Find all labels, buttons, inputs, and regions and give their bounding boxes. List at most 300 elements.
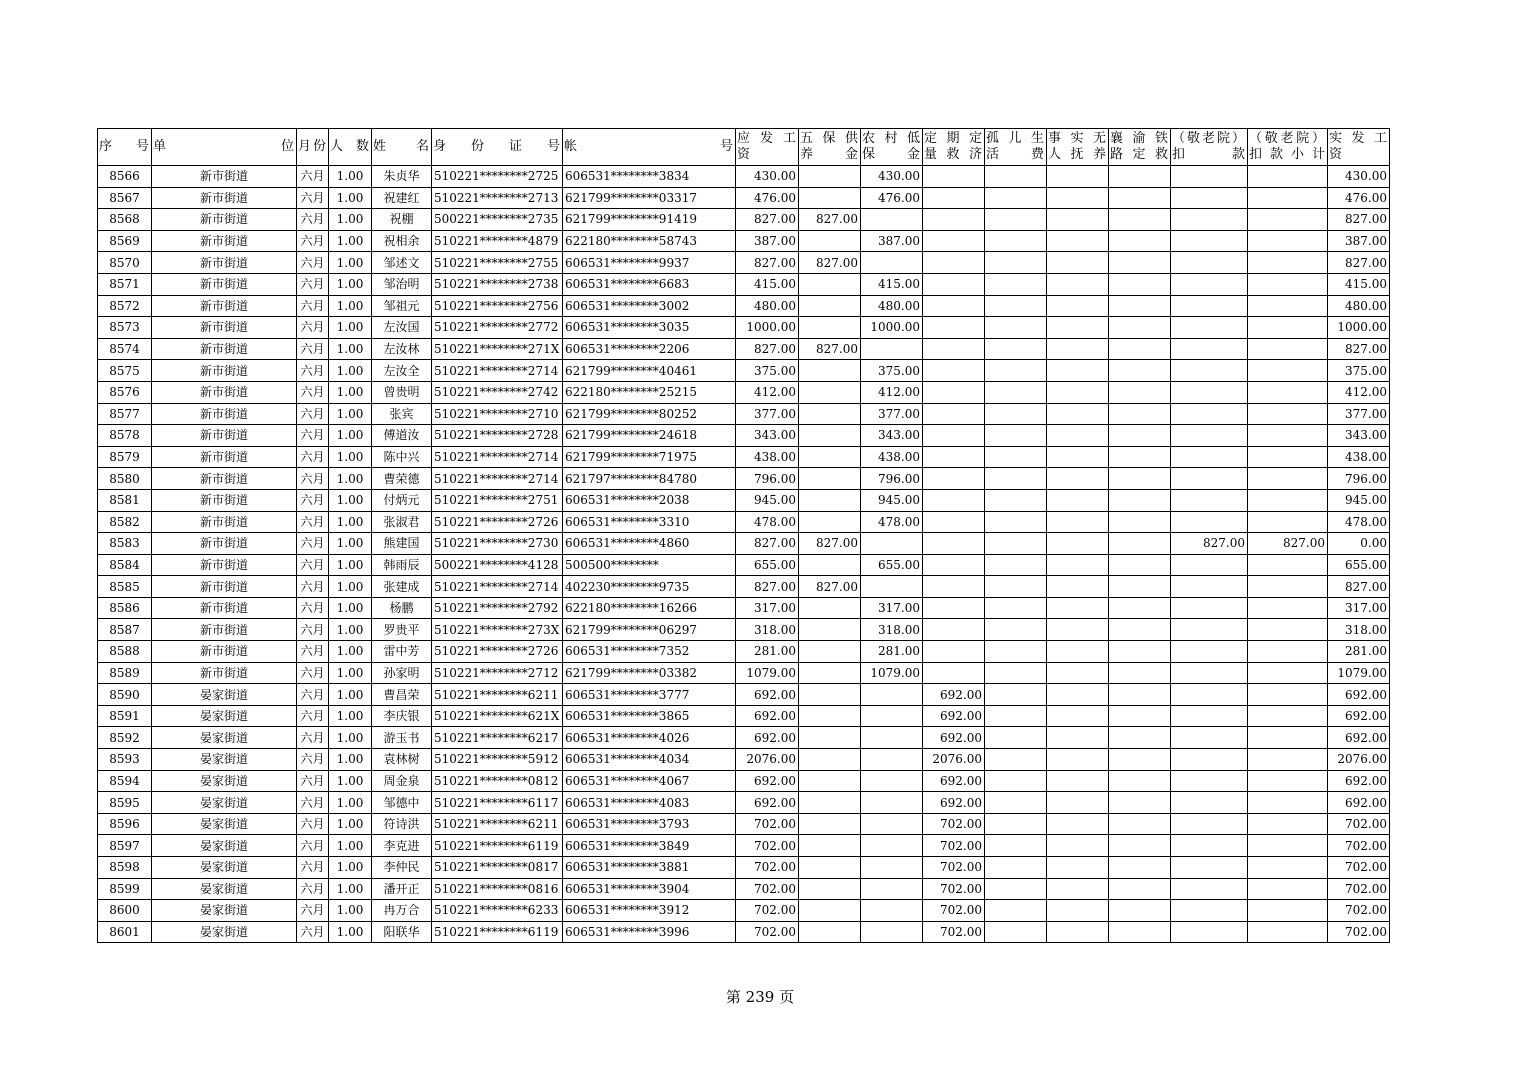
col-id-number-cell: 510221********6211 [432, 813, 563, 835]
col-de-facto-orphan-cell [1047, 381, 1109, 403]
col-xiangyu-railway-cell [1109, 295, 1171, 317]
col-gross-pay-cell: 692.00 [736, 684, 799, 706]
col-id-number-cell: 510221********621X [432, 705, 563, 727]
col-rural-minimum-cell: 343.00 [861, 425, 923, 447]
col-account-cell: 606531********3912 [563, 900, 736, 922]
col-month-cell: 六月 [297, 792, 329, 814]
col-count-cell: 1.00 [329, 662, 372, 684]
col-gross-pay-cell: 476.00 [736, 187, 799, 209]
col-gross-pay-cell: 692.00 [736, 770, 799, 792]
header-row [98, 129, 1390, 166]
col-account-cell: 606531********7352 [563, 641, 736, 663]
col-month-cell: 六月 [297, 576, 329, 598]
col-month-cell: 六月 [297, 468, 329, 490]
col-nursing-deduction-cell [1171, 187, 1248, 209]
col-fixed-relief-cell [923, 360, 985, 382]
col-id-number-cell: 510221********6211 [432, 684, 563, 706]
col-month-cell: 六月 [297, 511, 329, 533]
col-xiangyu-railway-cell [1109, 533, 1171, 555]
col-de-facto-orphan-cell [1047, 727, 1109, 749]
col-de-facto-orphan-cell [1047, 209, 1109, 231]
col-rural-minimum-header [861, 129, 923, 166]
col-net-pay-cell: 945.00 [1328, 489, 1390, 511]
col-net-pay-cell: 702.00 [1328, 813, 1390, 835]
col-unit-cell: 新市街道 [152, 187, 297, 209]
col-count-cell: 1.00 [329, 403, 372, 425]
col-seq-cell: 8600 [98, 900, 152, 922]
col-five-guarantee-cell: 827.00 [799, 533, 861, 555]
col-seq-cell: 8591 [98, 705, 152, 727]
col-five-guarantee-cell [799, 489, 861, 511]
col-five-guarantee-cell: 827.00 [799, 576, 861, 598]
col-id-number-cell: 510221********5912 [432, 749, 563, 771]
col-five-guarantee-cell: 827.00 [799, 209, 861, 231]
col-account-cell: 606531********3865 [563, 705, 736, 727]
header-label: 养 金 [800, 147, 859, 162]
col-five-guarantee-cell [799, 381, 861, 403]
col-name-cell: 李庆银 [372, 705, 432, 727]
col-month-cell: 六月 [297, 230, 329, 252]
col-nursing-deduction-cell [1171, 295, 1248, 317]
col-fixed-relief-cell [923, 381, 985, 403]
col-fixed-relief-cell [923, 619, 985, 641]
col-de-facto-orphan-cell [1047, 273, 1109, 295]
col-five-guarantee-cell [799, 446, 861, 468]
col-fixed-relief-cell [923, 166, 985, 188]
col-account-cell: 606531********3849 [563, 835, 736, 857]
col-seq-cell: 8567 [98, 187, 152, 209]
col-orphan-allowance-cell [985, 727, 1047, 749]
col-name-cell: 孙家明 [372, 662, 432, 684]
col-deduction-subtotal-cell [1248, 835, 1328, 857]
col-gross-pay-cell: 702.00 [736, 878, 799, 900]
col-unit-cell: 新市街道 [152, 381, 297, 403]
header-label: 单 位 [153, 139, 295, 154]
col-de-facto-orphan-cell [1047, 338, 1109, 360]
col-fixed-relief-cell: 692.00 [923, 770, 985, 792]
col-orphan-allowance-cell [985, 533, 1047, 555]
col-orphan-allowance-cell [985, 576, 1047, 598]
col-rural-minimum-cell: 478.00 [861, 511, 923, 533]
col-nursing-deduction-cell [1171, 792, 1248, 814]
table-row [98, 576, 1390, 598]
col-net-pay-cell: 375.00 [1328, 360, 1390, 382]
col-count-cell: 1.00 [329, 468, 372, 490]
col-count-header [329, 129, 372, 166]
col-xiangyu-railway-cell [1109, 641, 1171, 663]
col-orphan-allowance-cell [985, 187, 1047, 209]
col-net-pay-cell: 692.00 [1328, 727, 1390, 749]
col-month-cell: 六月 [297, 921, 329, 943]
col-fixed-relief-cell: 692.00 [923, 727, 985, 749]
col-nursing-deduction-cell [1171, 425, 1248, 447]
col-net-pay-cell: 412.00 [1328, 381, 1390, 403]
col-account-header [563, 129, 736, 166]
col-month-cell: 六月 [297, 403, 329, 425]
col-account-cell: 621799********03317 [563, 187, 736, 209]
col-xiangyu-railway-cell [1109, 813, 1171, 835]
col-count-cell: 1.00 [329, 857, 372, 879]
col-fixed-relief-cell: 702.00 [923, 813, 985, 835]
col-unit-cell: 新市街道 [152, 619, 297, 641]
col-net-pay-cell: 692.00 [1328, 684, 1390, 706]
col-gross-pay-cell: 318.00 [736, 619, 799, 641]
col-name-cell: 李仲民 [372, 857, 432, 879]
col-xiangyu-railway-cell [1109, 857, 1171, 879]
col-count-cell: 1.00 [329, 381, 372, 403]
col-five-guarantee-header [799, 129, 861, 166]
col-month-cell: 六月 [297, 684, 329, 706]
col-net-pay-cell: 387.00 [1328, 230, 1390, 252]
col-orphan-allowance-cell [985, 381, 1047, 403]
col-month-cell: 六月 [297, 446, 329, 468]
col-deduction-subtotal-cell [1248, 749, 1328, 771]
col-deduction-subtotal-cell [1248, 662, 1328, 684]
col-seq-cell: 8575 [98, 360, 152, 382]
col-seq-cell: 8583 [98, 533, 152, 555]
col-unit-cell: 晏家街道 [152, 813, 297, 835]
col-five-guarantee-cell [799, 187, 861, 209]
col-fixed-relief-cell [923, 273, 985, 295]
col-nursing-deduction-cell [1171, 489, 1248, 511]
col-fixed-relief-cell: 702.00 [923, 878, 985, 900]
col-net-pay-cell: 702.00 [1328, 857, 1390, 879]
col-deduction-subtotal-cell [1248, 230, 1328, 252]
col-rural-minimum-cell [861, 921, 923, 943]
col-seq-cell: 8597 [98, 835, 152, 857]
col-xiangyu-railway-cell [1109, 468, 1171, 490]
col-orphan-allowance-cell [985, 749, 1047, 771]
col-gross-pay-cell: 702.00 [736, 835, 799, 857]
col-orphan-allowance-cell [985, 403, 1047, 425]
col-name-cell: 阳联华 [372, 921, 432, 943]
col-five-guarantee-cell [799, 425, 861, 447]
col-name-cell: 罗贵平 [372, 619, 432, 641]
col-id-number-cell: 510221********6117 [432, 792, 563, 814]
col-account-cell: 621799********91419 [563, 209, 736, 231]
col-nursing-deduction-cell [1171, 705, 1248, 727]
col-xiangyu-railway-cell [1109, 727, 1171, 749]
col-name-cell: 曹荣德 [372, 468, 432, 490]
col-xiangyu-railway-cell [1109, 878, 1171, 900]
col-id-number-cell: 510221********0817 [432, 857, 563, 879]
col-five-guarantee-cell [799, 295, 861, 317]
table-row [98, 403, 1390, 425]
col-rural-minimum-cell [861, 813, 923, 835]
col-xiangyu-railway-cell [1109, 252, 1171, 274]
col-net-pay-cell: 796.00 [1328, 468, 1390, 490]
col-month-cell: 六月 [297, 813, 329, 835]
col-unit-cell: 新市街道 [152, 403, 297, 425]
col-de-facto-orphan-cell [1047, 792, 1109, 814]
col-net-pay-cell: 318.00 [1328, 619, 1390, 641]
col-nursing-deduction-cell [1171, 360, 1248, 382]
col-id-number-cell: 510221********2726 [432, 641, 563, 663]
col-account-cell: 622180********16266 [563, 597, 736, 619]
col-fixed-relief-cell [923, 446, 985, 468]
col-id-number-cell: 510221********2714 [432, 446, 563, 468]
col-count-cell: 1.00 [329, 770, 372, 792]
col-five-guarantee-cell [799, 727, 861, 749]
col-xiangyu-railway-cell [1109, 338, 1171, 360]
col-gross-pay-cell: 412.00 [736, 381, 799, 403]
col-name-cell: 周金泉 [372, 770, 432, 792]
col-orphan-allowance-cell [985, 554, 1047, 576]
header-label: 活 费 [986, 147, 1045, 162]
col-fixed-relief-cell [923, 468, 985, 490]
col-id-number-cell: 510221********2755 [432, 252, 563, 274]
col-orphan-allowance-cell [985, 209, 1047, 231]
col-five-guarantee-cell [799, 921, 861, 943]
col-deduction-subtotal-cell [1248, 900, 1328, 922]
col-id-number-cell: 510221********2772 [432, 317, 563, 339]
col-unit-cell: 新市街道 [152, 360, 297, 382]
col-month-cell: 六月 [297, 727, 329, 749]
col-gross-pay-cell: 281.00 [736, 641, 799, 663]
col-deduction-subtotal-cell [1248, 511, 1328, 533]
col-unit-cell: 新市街道 [152, 166, 297, 188]
col-de-facto-orphan-cell [1047, 770, 1109, 792]
col-id-number-cell: 510221********2714 [432, 576, 563, 598]
col-de-facto-orphan-cell [1047, 619, 1109, 641]
col-net-pay-cell: 702.00 [1328, 878, 1390, 900]
col-fixed-relief-cell [923, 252, 985, 274]
col-id-number-cell: 510221********0812 [432, 770, 563, 792]
col-name-cell: 张宾 [372, 403, 432, 425]
col-gross-pay-cell: 692.00 [736, 792, 799, 814]
col-rural-minimum-cell: 1000.00 [861, 317, 923, 339]
col-five-guarantee-cell [799, 813, 861, 835]
col-name-cell: 傅道汝 [372, 425, 432, 447]
col-gross-pay-cell: 827.00 [736, 576, 799, 598]
col-net-pay-cell: 0.00 [1328, 533, 1390, 555]
table-row [98, 835, 1390, 857]
col-name-cell: 祝相余 [372, 230, 432, 252]
col-account-cell: 606531********4067 [563, 770, 736, 792]
col-xiangyu-railway-cell [1109, 835, 1171, 857]
col-month-cell: 六月 [297, 900, 329, 922]
col-account-cell: 606531********3881 [563, 857, 736, 879]
header-label: 农 村 低 [862, 131, 921, 146]
col-deduction-subtotal-cell [1248, 425, 1328, 447]
col-xiangyu-railway-cell [1109, 317, 1171, 339]
col-id-number-cell: 510221********2756 [432, 295, 563, 317]
col-month-cell: 六月 [297, 166, 329, 188]
table-row [98, 900, 1390, 922]
col-gross-pay-cell: 375.00 [736, 360, 799, 382]
col-rural-minimum-cell: 945.00 [861, 489, 923, 511]
col-gross-pay-cell: 827.00 [736, 209, 799, 231]
col-rural-minimum-cell [861, 770, 923, 792]
col-month-cell: 六月 [297, 317, 329, 339]
col-rural-minimum-cell: 317.00 [861, 597, 923, 619]
col-count-cell: 1.00 [329, 641, 372, 663]
col-orphan-allowance-cell [985, 446, 1047, 468]
col-account-cell: 621799********24618 [563, 425, 736, 447]
col-five-guarantee-cell [799, 554, 861, 576]
col-nursing-deduction-cell [1171, 273, 1248, 295]
col-gross-pay-cell: 827.00 [736, 338, 799, 360]
col-count-cell: 1.00 [329, 684, 372, 706]
col-fixed-relief-cell: 692.00 [923, 792, 985, 814]
col-seq-cell: 8599 [98, 878, 152, 900]
col-five-guarantee-cell [799, 749, 861, 771]
col-deduction-subtotal-cell [1248, 209, 1328, 231]
col-rural-minimum-cell: 318.00 [861, 619, 923, 641]
table-row [98, 295, 1390, 317]
col-account-cell: 622180********58743 [563, 230, 736, 252]
col-xiangyu-railway-cell [1109, 619, 1171, 641]
header-label: 人 抚 养 [1048, 147, 1107, 162]
col-fixed-relief-cell: 692.00 [923, 684, 985, 706]
col-account-cell: 621799********06297 [563, 619, 736, 641]
col-name-cell: 曹昌荣 [372, 684, 432, 706]
col-id-number-cell: 510221********2710 [432, 403, 563, 425]
col-fixed-relief-cell [923, 576, 985, 598]
col-five-guarantee-cell [799, 662, 861, 684]
relief-payment-table [97, 128, 1390, 943]
col-unit-cell: 新市街道 [152, 597, 297, 619]
table-row [98, 533, 1390, 555]
col-count-cell: 1.00 [329, 749, 372, 771]
col-count-cell: 1.00 [329, 900, 372, 922]
col-five-guarantee-cell [799, 878, 861, 900]
col-net-pay-cell: 415.00 [1328, 273, 1390, 295]
col-id-number-cell: 510221********2738 [432, 273, 563, 295]
col-unit-cell: 新市街道 [152, 295, 297, 317]
col-name-header [372, 129, 432, 166]
col-unit-cell: 新市街道 [152, 489, 297, 511]
header-label: 襄 渝 铁 [1110, 131, 1169, 146]
col-seq-cell: 8566 [98, 166, 152, 188]
col-seq-cell: 8585 [98, 576, 152, 598]
col-seq-cell: 8598 [98, 857, 152, 879]
col-xiangyu-railway-cell [1109, 554, 1171, 576]
col-gross-pay-cell: 827.00 [736, 252, 799, 274]
col-de-facto-orphan-cell [1047, 166, 1109, 188]
col-month-header [297, 129, 329, 166]
col-de-facto-orphan-cell [1047, 921, 1109, 943]
col-net-pay-cell: 317.00 [1328, 597, 1390, 619]
table-row [98, 511, 1390, 533]
col-nursing-deduction-cell: 827.00 [1171, 533, 1248, 555]
col-five-guarantee-cell [799, 792, 861, 814]
header-label: 应 发 工 [737, 131, 797, 146]
col-rural-minimum-cell: 480.00 [861, 295, 923, 317]
col-de-facto-orphan-cell [1047, 187, 1109, 209]
col-count-cell: 1.00 [329, 166, 372, 188]
col-seq-cell: 8595 [98, 792, 152, 814]
col-account-cell: 606531********3777 [563, 684, 736, 706]
col-net-pay-cell: 478.00 [1328, 511, 1390, 533]
col-seq-cell: 8577 [98, 403, 152, 425]
col-fixed-relief-cell [923, 338, 985, 360]
col-id-number-cell: 500221********4128 [432, 554, 563, 576]
col-orphan-allowance-cell [985, 425, 1047, 447]
col-de-facto-orphan-cell [1047, 533, 1109, 555]
col-seq-cell: 8594 [98, 770, 152, 792]
col-seq-cell: 8588 [98, 641, 152, 663]
col-unit-cell: 新市街道 [152, 209, 297, 231]
table-row [98, 338, 1390, 360]
col-net-pay-cell: 438.00 [1328, 446, 1390, 468]
col-unit-cell: 晏家街道 [152, 921, 297, 943]
col-gross-pay-cell: 343.00 [736, 425, 799, 447]
col-deduction-subtotal-cell [1248, 317, 1328, 339]
table-row [98, 878, 1390, 900]
col-orphan-allowance-cell [985, 295, 1047, 317]
col-name-cell: 游玉书 [372, 727, 432, 749]
col-de-facto-orphan-cell [1047, 230, 1109, 252]
col-month-cell: 六月 [297, 705, 329, 727]
col-fixed-relief-cell [923, 489, 985, 511]
table-row [98, 727, 1390, 749]
col-nursing-deduction-cell [1171, 511, 1248, 533]
col-name-cell: 邹德中 [372, 792, 432, 814]
col-unit-cell: 新市街道 [152, 662, 297, 684]
col-net-pay-header [1328, 129, 1390, 166]
col-gross-pay-cell: 317.00 [736, 597, 799, 619]
table-row [98, 662, 1390, 684]
col-unit-cell: 新市街道 [152, 273, 297, 295]
col-xiangyu-railway-cell [1109, 273, 1171, 295]
col-id-number-header [432, 129, 563, 166]
col-unit-cell: 新市街道 [152, 576, 297, 598]
col-id-number-cell: 510221********0816 [432, 878, 563, 900]
col-fixed-relief-cell [923, 317, 985, 339]
table-row [98, 187, 1390, 209]
col-deduction-subtotal-cell [1248, 489, 1328, 511]
col-orphan-allowance-cell [985, 166, 1047, 188]
col-name-cell: 雷中芳 [372, 641, 432, 663]
col-de-facto-orphan-cell [1047, 597, 1109, 619]
table-row [98, 641, 1390, 663]
col-rural-minimum-cell: 375.00 [861, 360, 923, 382]
col-month-cell: 六月 [297, 187, 329, 209]
col-unit-cell: 新市街道 [152, 641, 297, 663]
col-net-pay-cell: 692.00 [1328, 770, 1390, 792]
col-fixed-relief-cell: 702.00 [923, 857, 985, 879]
col-de-facto-orphan-cell [1047, 857, 1109, 879]
col-xiangyu-railway-cell [1109, 489, 1171, 511]
col-deduction-subtotal-cell [1248, 705, 1328, 727]
col-unit-cell: 新市街道 [152, 511, 297, 533]
col-id-number-cell: 510221********2712 [432, 662, 563, 684]
col-count-cell: 1.00 [329, 252, 372, 274]
col-nursing-deduction-cell [1171, 446, 1248, 468]
col-de-facto-orphan-cell [1047, 835, 1109, 857]
col-unit-cell: 晏家街道 [152, 835, 297, 857]
col-fixed-relief-cell [923, 187, 985, 209]
col-five-guarantee-cell [799, 166, 861, 188]
col-de-facto-orphan-cell [1047, 446, 1109, 468]
col-five-guarantee-cell [799, 835, 861, 857]
col-month-cell: 六月 [297, 338, 329, 360]
table-row [98, 749, 1390, 771]
col-orphan-allowance-cell [985, 641, 1047, 663]
col-unit-cell: 新市街道 [152, 468, 297, 490]
col-unit-cell: 新市街道 [152, 446, 297, 468]
col-xiangyu-railway-cell [1109, 209, 1171, 231]
col-count-cell: 1.00 [329, 317, 372, 339]
col-deduction-subtotal-cell [1248, 921, 1328, 943]
col-account-cell: 606531********3793 [563, 813, 736, 835]
header-label: （敬老院） [1172, 131, 1246, 146]
col-month-cell: 六月 [297, 835, 329, 857]
col-orphan-allowance-cell [985, 705, 1047, 727]
col-unit-cell: 新市街道 [152, 230, 297, 252]
col-id-number-cell: 510221********6233 [432, 900, 563, 922]
